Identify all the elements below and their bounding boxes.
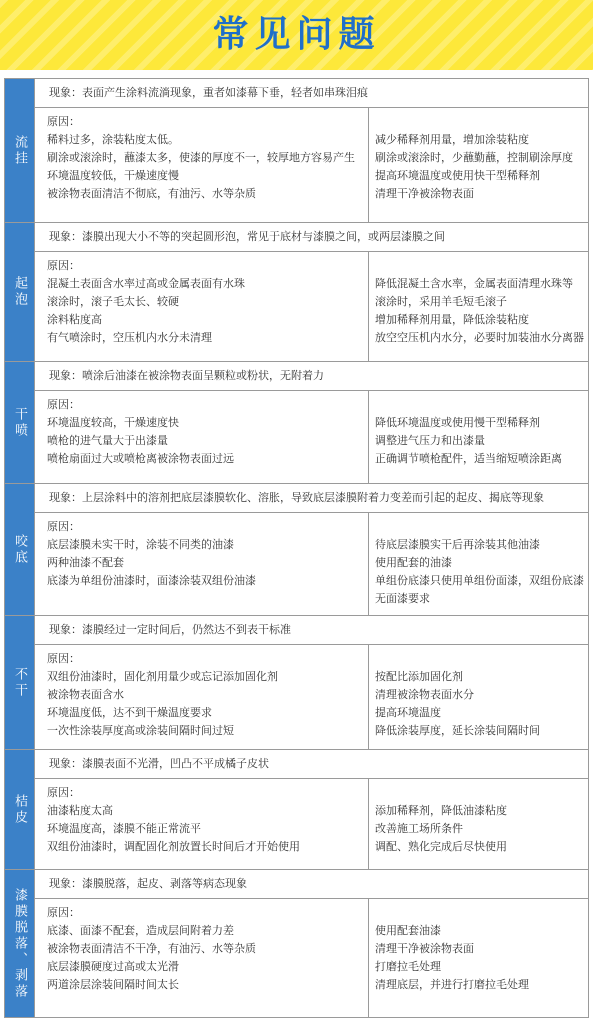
cause-item: 双组份油漆时，调配固化剂放置长时间后才开始使用 — [47, 840, 300, 853]
causes-cell — [35, 108, 369, 222]
page-title: 常见问题 — [212, 14, 381, 55]
cause-item: 底层漆膜硬度过高或太光滑 — [47, 960, 179, 973]
solution-item: 降低涂装厚度，延长涂装间隔时间 — [375, 724, 540, 737]
cause-item: 刷涂或滚涂时，蘸漆太多，使漆的厚度不一，较厚地方容易产生 — [47, 151, 355, 164]
section-label: 起泡 — [5, 223, 35, 361]
observation-text: 现象：漆膜脱落，起皮、剥落等病态现象 — [35, 870, 588, 899]
solution-item: 滚涂时，采用羊毛短毛滚子 — [375, 295, 507, 308]
solution-item: 清理干净被涂物表面 — [375, 942, 474, 955]
cause-item: 混凝土表面含水率过高或金属表面有水珠 — [47, 277, 245, 290]
solution-item: 添加稀释剂，降低油漆粘度 — [375, 804, 507, 817]
cause-heading: 原因： — [47, 786, 80, 799]
solutions-cell — [369, 899, 588, 1017]
title-banner — [0, 0, 593, 70]
cause-item: 有气喷涂时，空压机内水分未清理 — [47, 331, 212, 344]
cause-item: 底漆、面漆不配套，造成层间附着力差 — [47, 924, 234, 937]
cause-item: 滚涂时，滚子毛太长、较硬 — [47, 295, 179, 308]
cause-item: 喷枪扇面过大或喷枪离被涂物表面过远 — [47, 452, 234, 465]
cause-item: 一次性涂装厚度高或涂装间隔时间过短 — [47, 724, 234, 737]
cause-item: 环境温度高，漆膜不能正常流平 — [47, 822, 201, 835]
cause-item: 喷枪的进气量大于出漆量 — [47, 434, 168, 447]
observation-text: 现象：上层涂料中的溶剂把底层漆膜软化、溶胀，导致底层漆膜附着力变差而引起的起皮、揭底等现象 — [35, 484, 588, 513]
cause-item: 两种油漆不配套 — [47, 556, 124, 569]
cause-item: 环境温度较高，干燥速度快 — [47, 416, 179, 429]
section-lifting — [5, 484, 588, 616]
section-orange-peel — [5, 750, 588, 870]
cause-heading: 原因： — [47, 906, 80, 919]
section-blistering — [5, 223, 588, 362]
cause-item: 两道涂层涂装间隔时间太长 — [47, 978, 179, 991]
solution-item: 降低环境温度或使用慢干型稀释剂 — [375, 416, 540, 429]
solution-item: 调配、熟化完成后尽快使用 — [375, 840, 507, 853]
solution-item: 清理被涂物表面水分 — [375, 688, 474, 701]
section-label: 流挂 — [5, 79, 35, 222]
cause-item: 底漆为单组份油漆时，面漆涂装双组份油漆 — [47, 574, 256, 587]
cause-item: 涂料粘度高 — [47, 313, 102, 326]
section-sagging — [5, 79, 588, 223]
solution-item: 降低混凝土含水率，金属表面清理水珠等 — [375, 277, 573, 290]
cause-item: 被涂物表面清洁不彻底，有油污、水等杂质 — [47, 187, 256, 200]
cause-item: 被涂物表面含水 — [47, 688, 124, 701]
section-label: 桔皮 — [5, 750, 35, 869]
section-label: 干喷 — [5, 362, 35, 483]
section-label: 不干 — [5, 616, 35, 749]
causes-cell — [35, 513, 369, 615]
solution-item: 单组份底漆只使用单组份面漆，双组份底漆无面漆要求 — [375, 574, 584, 605]
causes-cell — [35, 779, 369, 869]
section-peeling — [5, 870, 588, 1017]
observation-text: 现象：漆膜表面不光滑，凹凸不平成橘子皮状 — [35, 750, 588, 779]
cause-item: 稀料过多，涂装粘度太低。 — [47, 133, 179, 146]
solution-item: 正确调节喷枪配件，适当缩短喷涂距离 — [375, 452, 562, 465]
solution-item: 刷涂或滚涂时，少蘸勤蘸，控制刷涂厚度 — [375, 151, 573, 164]
solution-item: 待底层漆膜实干后再涂装其他油漆 — [375, 538, 540, 551]
causes-cell — [35, 391, 369, 483]
section-dry-spray — [5, 362, 588, 484]
cause-item: 环境温度低，达不到干燥温度要求 — [47, 706, 212, 719]
cause-item: 底层漆膜未实干时，涂装不同类的油漆 — [47, 538, 234, 551]
observation-text: 现象：漆膜出现大小不等的突起圆形泡，常见于底材与漆膜之间，或两层漆膜之间 — [35, 223, 588, 252]
section-label: 咬底 — [5, 484, 35, 615]
cause-item: 被涂物表面清洁不干净，有油污、水等杂质 — [47, 942, 256, 955]
cause-heading: 原因： — [47, 520, 80, 533]
cause-item: 环境温度较低，干燥速度慢 — [47, 169, 179, 182]
solution-item: 按配比添加固化剂 — [375, 670, 463, 683]
cause-item: 油漆粘度太高 — [47, 804, 113, 817]
solution-item: 增加稀释剂用量，降低涂装粘度 — [375, 313, 529, 326]
solution-item: 使用配套的油漆 — [375, 556, 452, 569]
solution-item: 放空空压机内水分，必要时加装油水分离器 — [375, 331, 584, 344]
solution-item: 清理干净被涂物表面 — [375, 187, 474, 200]
solution-item: 提高环境温度或使用快干型稀释剂 — [375, 169, 540, 182]
solutions-cell — [369, 391, 588, 483]
causes-cell — [35, 899, 369, 1017]
cause-item: 双组份油漆时，固化剂用量少或忘记添加固化剂 — [47, 670, 278, 683]
cause-heading: 原因： — [47, 398, 80, 411]
solution-item: 使用配套油漆 — [375, 924, 441, 937]
faq-table — [4, 78, 589, 1018]
solutions-cell — [369, 252, 588, 361]
solution-item: 减少稀释剂用量，增加涂装粘度 — [375, 133, 529, 146]
solution-item: 调整进气压力和出漆量 — [375, 434, 485, 447]
cause-heading: 原因： — [47, 652, 80, 665]
solutions-cell — [369, 779, 588, 869]
solutions-cell — [369, 108, 588, 222]
causes-cell — [35, 252, 369, 361]
observation-text: 现象：表面产生涂料流淌现象，重者如漆幕下垂，轻者如串珠泪痕 — [35, 79, 588, 108]
observation-text: 现象：喷涂后油漆在被涂物表面呈颗粒或粉状，无附着力 — [35, 362, 588, 391]
solution-item: 提高环境温度 — [375, 706, 441, 719]
section-label: 漆膜脱落、剥落 — [5, 870, 35, 1017]
cause-heading: 原因： — [47, 259, 80, 272]
section-not-drying — [5, 616, 588, 750]
solution-item: 清理底层，并进行打磨拉毛处理 — [375, 978, 529, 991]
causes-cell — [35, 645, 369, 749]
solutions-cell — [369, 513, 588, 615]
solution-item: 改善施工场所条件 — [375, 822, 463, 835]
solutions-cell — [369, 645, 588, 749]
observation-text: 现象：漆膜经过一定时间后，仍然达不到表干标准 — [35, 616, 588, 645]
solution-item: 打磨拉毛处理 — [375, 960, 441, 973]
cause-heading: 原因： — [47, 115, 80, 128]
